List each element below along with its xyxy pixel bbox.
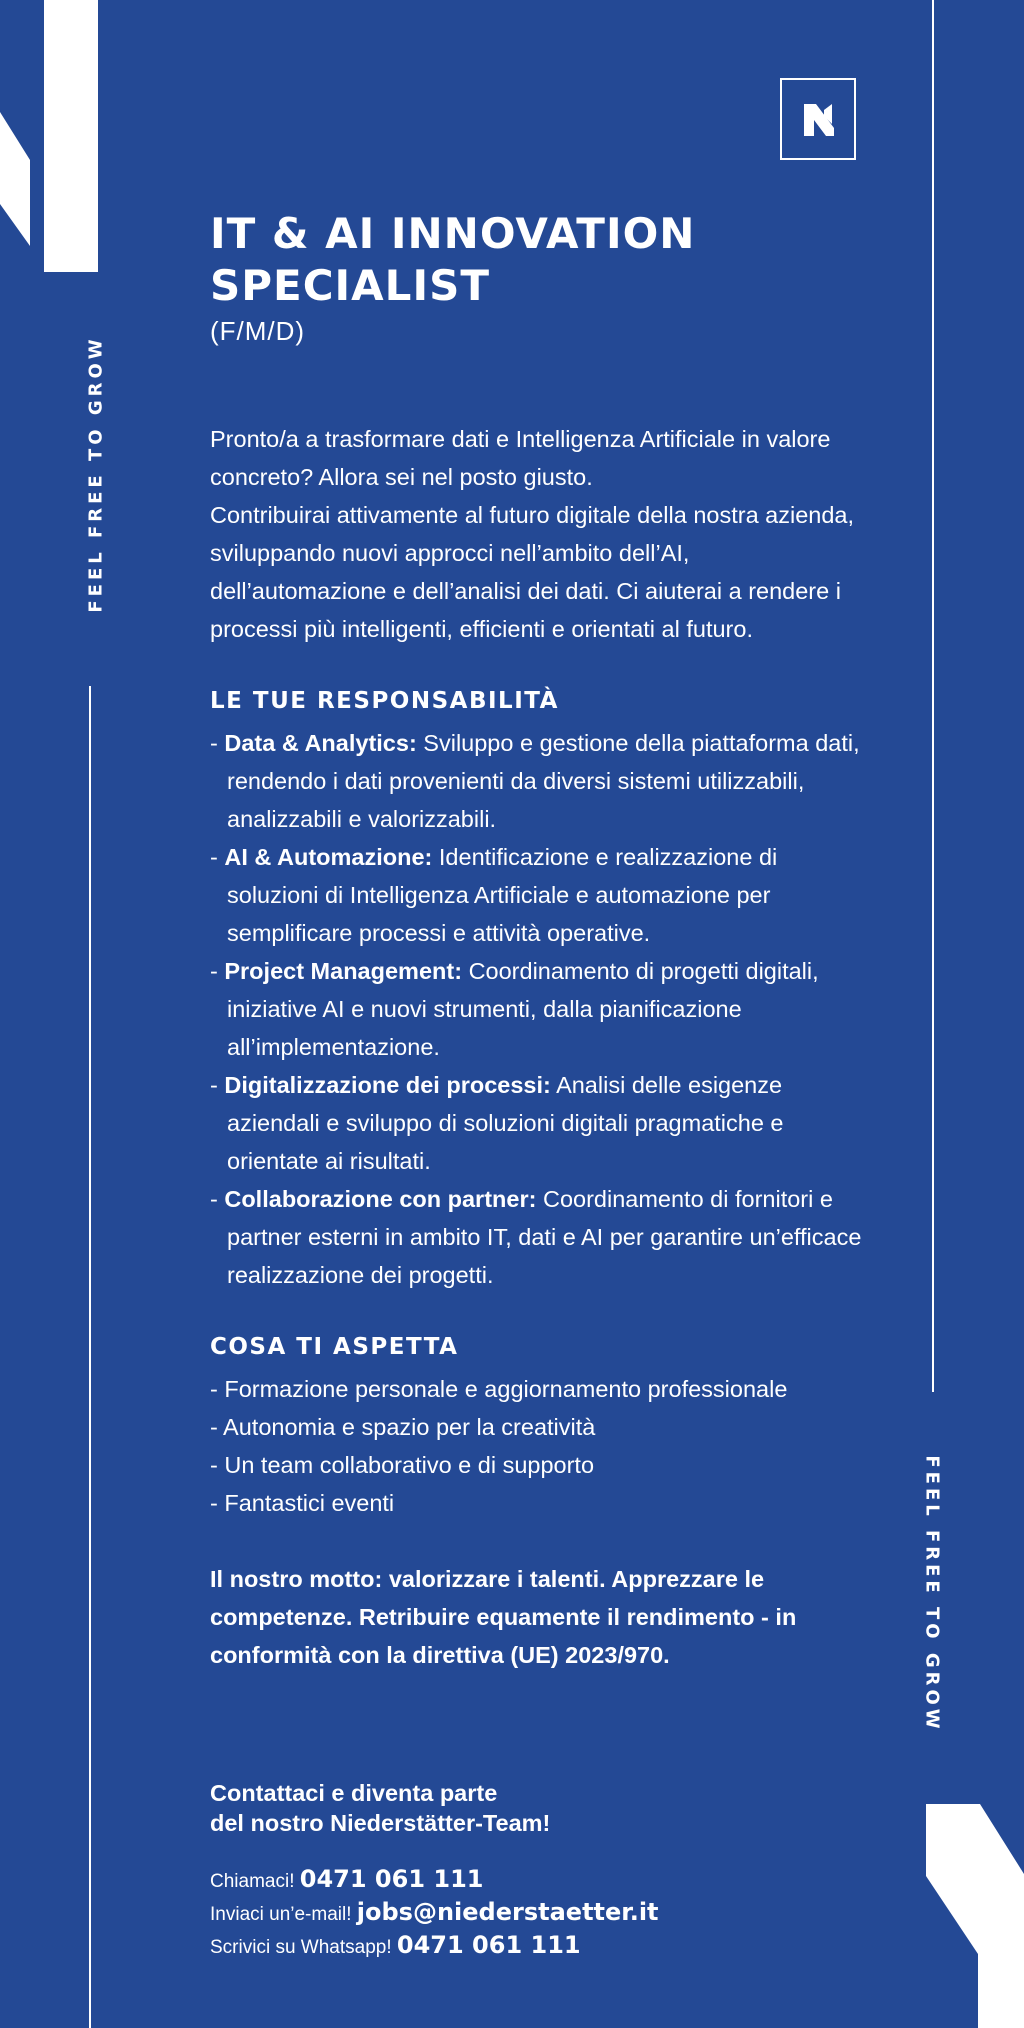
list-item: - Un team collaborativo e di supporto	[210, 1452, 595, 1478]
tagline-left: FEEL FREE TO GROW	[85, 335, 107, 613]
decorative-wedge-bottom-right	[924, 1804, 1024, 2028]
decorative-wedge-top-left	[0, 0, 40, 250]
responsibilities-list	[210, 724, 870, 1294]
responsibilities-heading: LE TUE RESPONSABILITÀ	[210, 688, 559, 714]
item-text: Coordinamento di progetti digitali, iniziative AI e nuovi strumenti, dalla pianificazione all’implementazione.	[227, 958, 819, 1060]
item-label: Data & Analytics:	[224, 730, 417, 756]
phone-link[interactable]: 0471 061 111	[299, 1865, 484, 1893]
left-divider-line	[89, 686, 91, 2028]
contact-details	[210, 1864, 870, 1963]
right-divider-line	[932, 0, 934, 1392]
phone-label: Chiamaci!	[210, 1871, 295, 1892]
item-text: Identificazione e realizzazione di soluzioni di Intelligenza Artificiale e automazione per semplificare processi e attività operative.	[227, 844, 778, 946]
whatsapp-label: Scrivici su Whatsapp!	[210, 1937, 392, 1958]
email-label: Inviaci un’e-mail!	[210, 1904, 352, 1925]
offer-heading: COSA TI ASPETTA	[210, 1334, 459, 1360]
job-title-line-2: SPECIALIST	[210, 261, 490, 310]
decorative-bar-top-left	[44, 0, 98, 272]
item-label: Project Management:	[224, 958, 463, 984]
list-item: - Fantastici eventi	[210, 1490, 395, 1516]
tagline-right: FEEL FREE TO GROW	[921, 1455, 943, 1733]
item-text: Analisi delle esigenze aziendali e sviluppo di soluzioni digitali pragmatiche e orientate ai risultati.	[227, 1072, 784, 1174]
list-item: - Project Management: Coordinamento di progetti digitali, iniziative AI e nuovi strumenti, dalla pianificazione all’implementazione.	[210, 958, 819, 1060]
list-item: - Digitalizzazione dei processi: Analisi delle esigenze aziendali e sviluppo di soluzioni digitali pragmatiche e orientate ai risultati.	[210, 1072, 784, 1174]
intro-paragraph-1: Pronto/a a trasformare dati e Intelligenza Artificiale in valore concreto? Allora sei nel posto giusto.	[210, 426, 831, 490]
item-label: Collaborazione con partner:	[224, 1186, 537, 1212]
list-item: - Data & Analytics: Sviluppo e gestione della piattaforma dati, rendendo i dati provenienti da diversi sistemi utilizzabili, analizzabili e valorizzabili.	[210, 730, 860, 832]
logo	[780, 78, 856, 160]
job-subtitle: (F/M/D)	[210, 316, 306, 346]
contact-phone-row	[210, 1864, 870, 1897]
list-item: - AI & Automazione: Identificazione e realizzazione di soluzioni di Intelligenza Artificiale e automazione per semplificare processi e attività operative.	[210, 844, 778, 946]
intro-section	[210, 420, 870, 648]
list-item: - Collaborazione con partner: Coordinamento di fornitori e partner esterni in ambito IT, dati e AI per garantire un’efficace realizzazione dei progetti.	[210, 1186, 862, 1288]
item-text: Coordinamento di fornitori e partner esterni in ambito IT, dati e AI per garantire un’efficace realizzazione dei progetti.	[227, 1186, 862, 1288]
contact-heading-line-1: Contattaci e diventa parte	[210, 1780, 498, 1806]
contact-heading	[210, 1778, 870, 1838]
item-text: Sviluppo e gestione della piattaforma dati, rendendo i dati provenienti da diversi sistemi utilizzabili, analizzabili e valorizzabili.	[227, 730, 860, 832]
item-label: AI & Automazione:	[224, 844, 433, 870]
list-item: - Formazione personale e aggiornamento professionale	[210, 1376, 788, 1402]
job-title-line-1: IT & AI INNOVATION	[210, 209, 696, 258]
contact-whatsapp-row	[210, 1930, 870, 1963]
job-title	[210, 208, 910, 312]
whatsapp-link[interactable]: 0471 061 111	[396, 1931, 581, 1959]
motto: Il nostro motto: valorizzare i talenti. Apprezzare le competenze. Retribuire equamente il rendimento - in conformità con la direttiva (UE) 2023/970.	[210, 1566, 797, 1668]
intro-paragraph-2: Contribuirai attivamente al futuro digitale della nostra azienda, sviluppando nuovi approcci nell’ambito dell’AI, dell’automazione e dell’analisi dei dati. Ci aiuterai a rendere i processi più intelligenti, efficienti e orientati al futuro.	[210, 502, 855, 642]
item-label: Digitalizzazione dei processi:	[224, 1072, 551, 1098]
contact-heading-line-2: del nostro Niederstätter-Team!	[210, 1810, 551, 1836]
offer-list	[210, 1370, 870, 1522]
logo-n-icon	[782, 80, 854, 158]
contact-email-row	[210, 1897, 870, 1930]
list-item: - Autonomia e spazio per la creatività	[210, 1414, 596, 1440]
email-link[interactable]: jobs@niederstaetter.it	[356, 1898, 659, 1926]
